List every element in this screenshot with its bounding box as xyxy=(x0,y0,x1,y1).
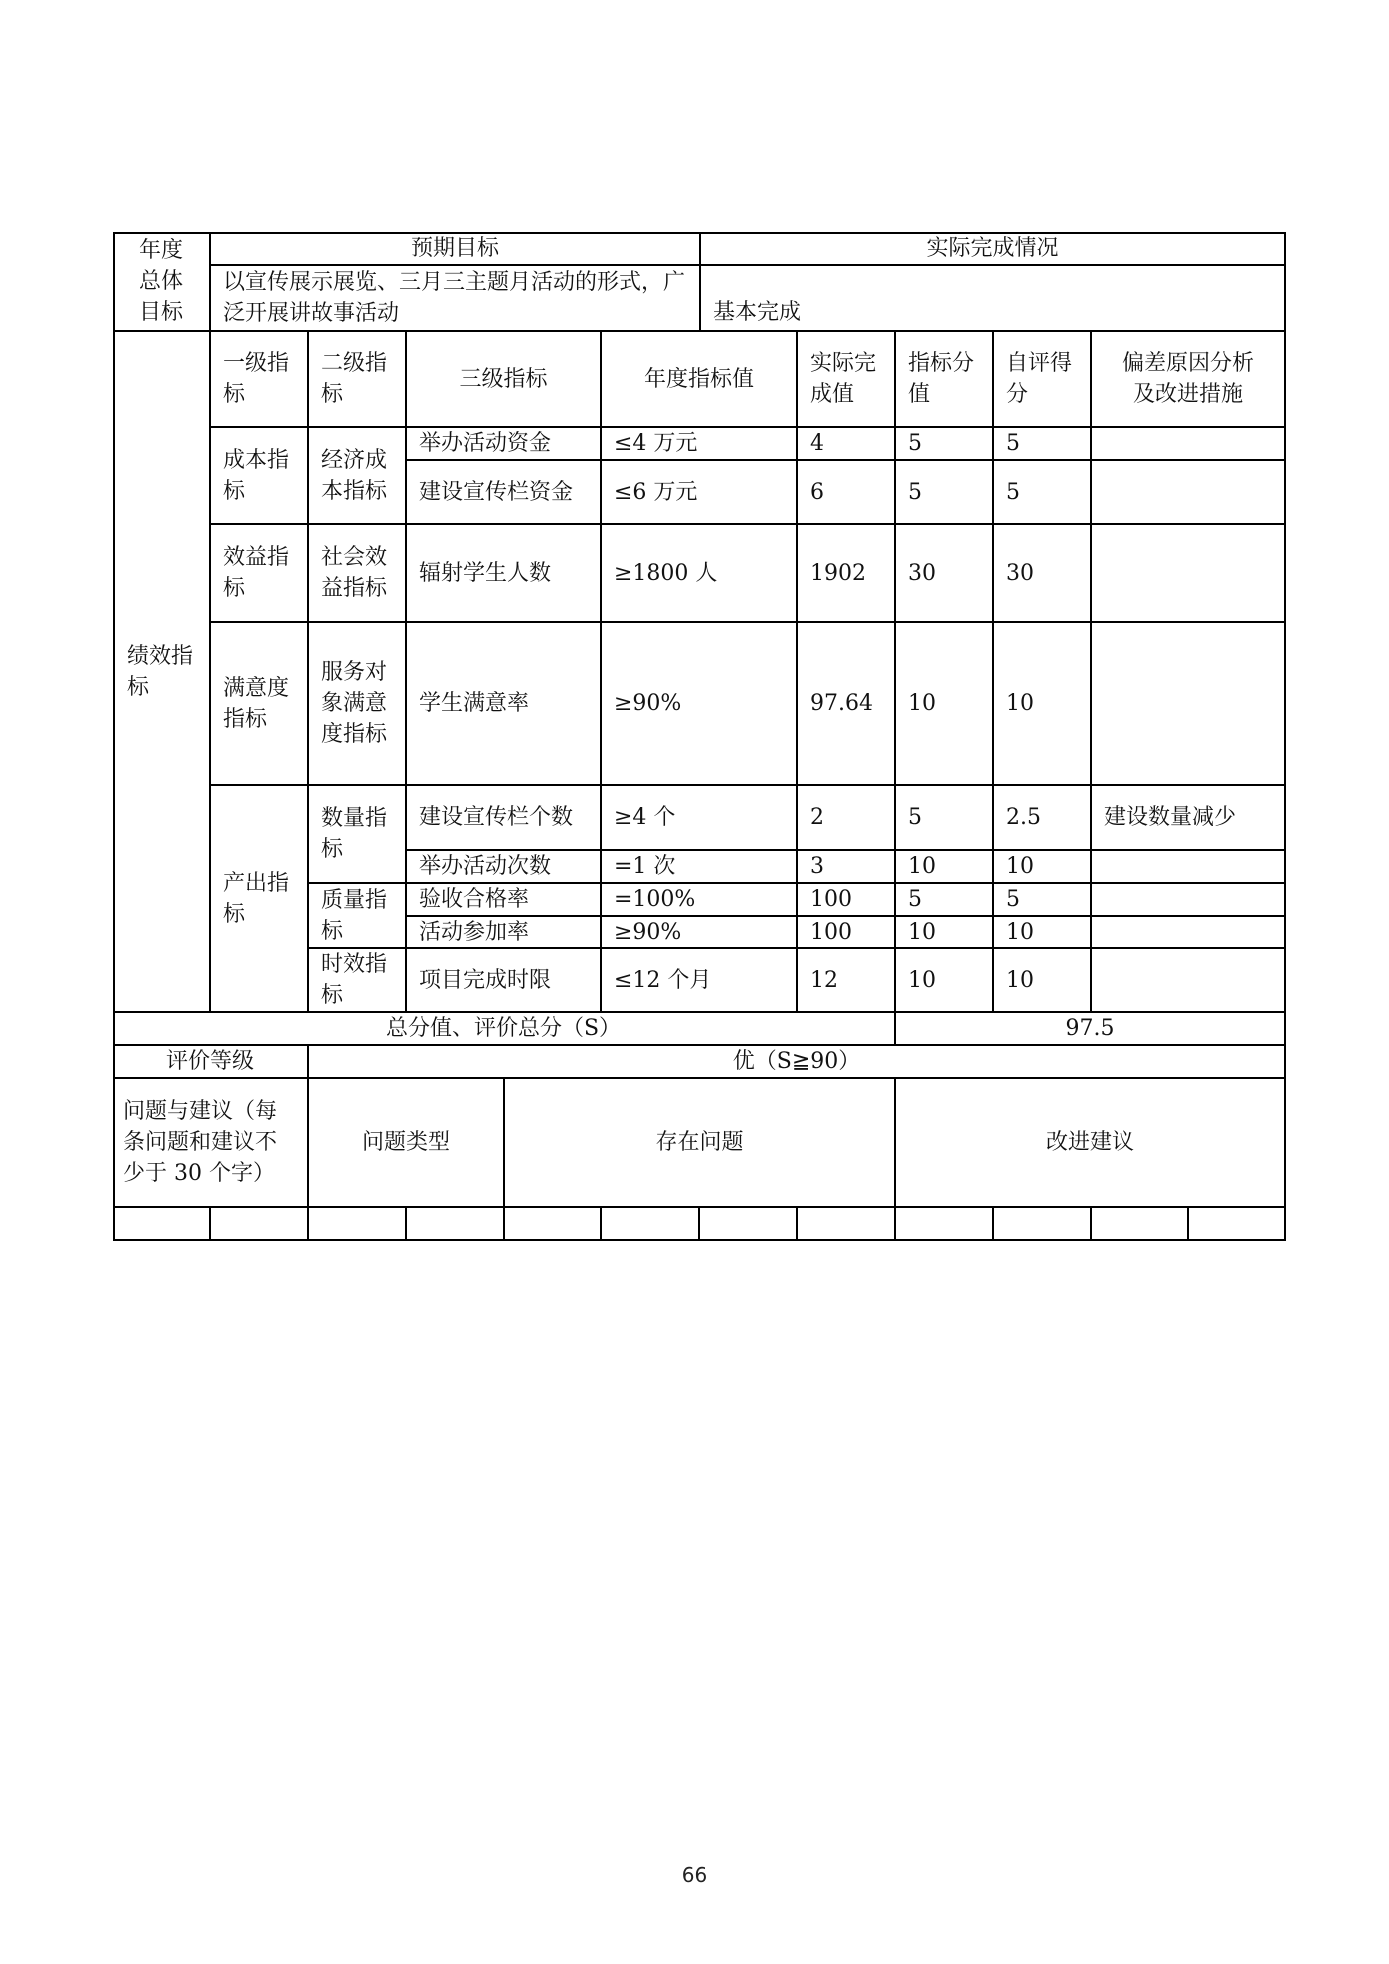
empty-cell xyxy=(1092,1208,1189,1241)
level3-header: 三级指标 xyxy=(407,332,602,428)
self-score-header: 自评得分 xyxy=(994,332,1092,428)
deviation-note xyxy=(1092,461,1286,525)
self-score: 2.5 xyxy=(994,786,1092,851)
index-score-header: 指标分值 xyxy=(896,332,994,428)
index-score: 10 xyxy=(896,623,994,786)
empty-cell xyxy=(896,1208,994,1241)
actual-value: 4 xyxy=(798,428,896,461)
indicator-name: 学生满意率 xyxy=(407,623,602,786)
indicator-name: 辐射学生人数 xyxy=(407,525,602,623)
indicator-target: ≥90% xyxy=(602,623,798,786)
deviation-note xyxy=(1092,428,1286,461)
improvement-suggestion-header: 改进建议 xyxy=(896,1079,1286,1208)
index-score: 5 xyxy=(896,884,994,917)
indicator-target: ≤6 万元 xyxy=(602,461,798,525)
actual-completion-header: 实际完成情况 xyxy=(701,232,1286,266)
output-indicator: 产出指标 xyxy=(211,786,309,1013)
indicator-name: 举办活动资金 xyxy=(407,428,602,461)
actual-value: 100 xyxy=(798,917,896,949)
existing-problem-header: 存在问题 xyxy=(505,1079,896,1208)
empty-cell xyxy=(994,1208,1092,1241)
indicator-target: ≤4 万元 xyxy=(602,428,798,461)
actual-value: 6 xyxy=(798,461,896,525)
empty-cell xyxy=(602,1208,700,1241)
index-score: 10 xyxy=(896,917,994,949)
total-score-value: 97.5 xyxy=(896,1013,1286,1046)
benefit-indicator: 效益指标 xyxy=(211,525,309,623)
self-score: 10 xyxy=(994,623,1092,786)
index-score: 10 xyxy=(896,851,994,884)
self-score: 10 xyxy=(994,949,1092,1013)
actual-value: 3 xyxy=(798,851,896,884)
expected-goal-header: 预期目标 xyxy=(211,232,701,266)
issues-label: 问题与建议（每条问题和建议不少于 30 个字） xyxy=(113,1079,309,1208)
empty-cell xyxy=(309,1208,407,1241)
performance-evaluation-table xyxy=(113,232,1286,1241)
self-score: 10 xyxy=(994,851,1092,884)
grade-value: 优（S≧90） xyxy=(309,1046,1286,1079)
grade-label: 评价等级 xyxy=(113,1046,309,1079)
indicator-target: ≤12 个月 xyxy=(602,949,798,1013)
empty-cell xyxy=(798,1208,896,1241)
quantity-indicator: 数量指标 xyxy=(309,786,407,884)
deviation-note xyxy=(1092,917,1286,949)
indicator-name: 建设宣传栏个数 xyxy=(407,786,602,851)
indicator-name: 项目完成时限 xyxy=(407,949,602,1013)
actual-value: 1902 xyxy=(798,525,896,623)
actual-value: 12 xyxy=(798,949,896,1013)
actual-value: 2 xyxy=(798,786,896,851)
quality-indicator: 质量指标 xyxy=(309,884,407,949)
deviation-note xyxy=(1092,525,1286,623)
indicator-target: ≥4 个 xyxy=(602,786,798,851)
empty-cell xyxy=(505,1208,602,1241)
self-score: 5 xyxy=(994,461,1092,525)
indicator-name: 举办活动次数 xyxy=(407,851,602,884)
timeliness-indicator: 时效指标 xyxy=(309,949,407,1013)
index-score: 30 xyxy=(896,525,994,623)
economic-cost-indicator: 经济成本指标 xyxy=(309,428,407,525)
annual-value-header: 年度指标值 xyxy=(602,332,798,428)
completion-text: 基本完成 xyxy=(701,266,1286,332)
actual-value: 97.64 xyxy=(798,623,896,786)
self-score: 5 xyxy=(994,428,1092,461)
page-number: 66 xyxy=(681,1863,708,1887)
deviation-note xyxy=(1092,949,1286,1013)
indicator-target: ≥1800 人 xyxy=(602,525,798,623)
social-benefit-indicator: 社会效益指标 xyxy=(309,525,407,623)
level1-header: 一级指标 xyxy=(211,332,309,428)
indicator-name: 建设宣传栏资金 xyxy=(407,461,602,525)
index-score: 5 xyxy=(896,428,994,461)
deviation-note xyxy=(1092,851,1286,884)
issue-type-header: 问题类型 xyxy=(309,1079,505,1208)
index-score: 10 xyxy=(896,949,994,1013)
index-score: 5 xyxy=(896,461,994,525)
empty-cell xyxy=(113,1208,211,1241)
level2-header: 二级指标 xyxy=(309,332,407,428)
satisfaction-indicator: 满意度指标 xyxy=(211,623,309,786)
indicator-name: 验收合格率 xyxy=(407,884,602,917)
deviation-note xyxy=(1092,623,1286,786)
self-score: 5 xyxy=(994,884,1092,917)
indicator-target: =1 次 xyxy=(602,851,798,884)
service-satisfaction-indicator: 服务对象满意度指标 xyxy=(309,623,407,786)
total-score-label: 总分值、评价总分（S） xyxy=(113,1013,896,1046)
deviation-header: 偏差原因分析及改进措施 xyxy=(1092,332,1286,428)
self-score: 10 xyxy=(994,917,1092,949)
annual-goal-label: 年度总体目标 xyxy=(113,232,211,332)
actual-value-header: 实际完成值 xyxy=(798,332,896,428)
empty-cell xyxy=(1189,1208,1286,1241)
indicator-target: =100% xyxy=(602,884,798,917)
cost-indicator: 成本指标 xyxy=(211,428,309,525)
empty-cell xyxy=(211,1208,309,1241)
goal-text: 以宣传展示展览、三月三主题月活动的形式，广泛开展讲故事活动 xyxy=(211,266,701,332)
actual-value: 100 xyxy=(798,884,896,917)
indicator-target: ≥90% xyxy=(602,917,798,949)
indicator-name: 活动参加率 xyxy=(407,917,602,949)
index-score: 5 xyxy=(896,786,994,851)
empty-cell xyxy=(700,1208,798,1241)
self-score: 30 xyxy=(994,525,1092,623)
empty-cell xyxy=(407,1208,505,1241)
deviation-note: 建设数量减少 xyxy=(1092,786,1286,851)
deviation-note xyxy=(1092,884,1286,917)
performance-indicator-label: 绩效指标 xyxy=(113,332,211,1013)
